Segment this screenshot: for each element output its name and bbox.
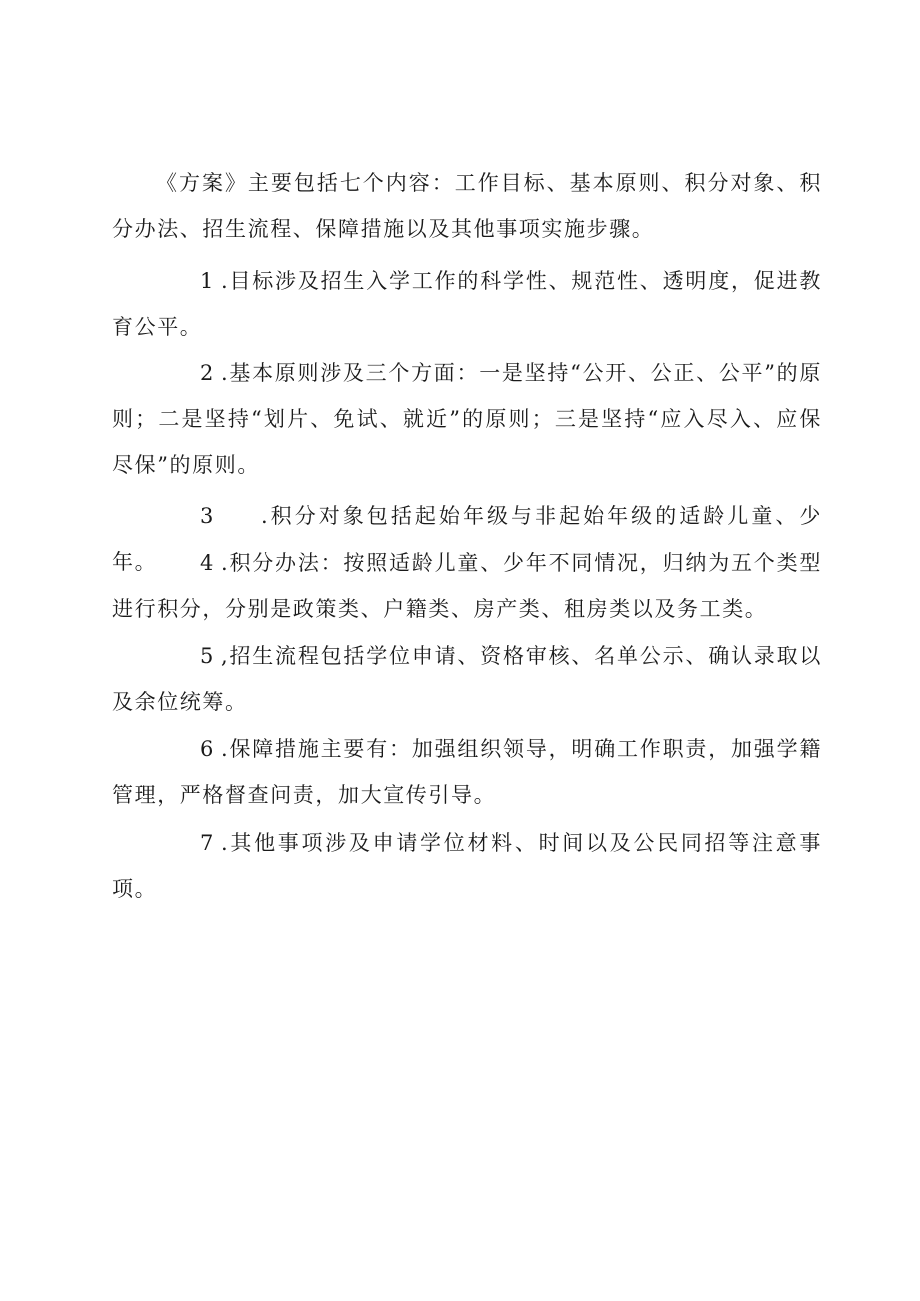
item-number: 3: [200, 504, 215, 528]
item-text: ,招生流程包括学位申请、资格审核、名单公示、确认录取以及余位统筹。: [112, 644, 822, 714]
intro-paragraph: [112, 160, 822, 252]
item-7-paragraph: [112, 820, 822, 912]
item-4-paragraph: [112, 540, 822, 632]
item-number: 6: [200, 737, 215, 761]
item-2-paragraph: [112, 350, 822, 488]
intro-text: 《方案》主要包括七个内容：工作目标、基本原则、积分对象、积分办法、招生流程、保障措施以及其他事项实施步骤。: [112, 171, 822, 241]
item-6-paragraph: [112, 726, 822, 818]
item-text: .其他事项涉及申请学位材料、时间以及公民同招等注意事项。: [112, 831, 822, 901]
item-text: .积分办法：按照适龄儿童、少年不同情况，归纳为五个类型进行积分，分别是政策类、户籍类、房产类、租房类以及务工类。: [112, 551, 822, 621]
item-text: .保障措施主要有：加强组织领导，明确工作职责，加强学籍管理，严格督查问责，加大宣传引导。: [112, 737, 822, 807]
item-number: 4: [200, 551, 215, 575]
item-number: 7: [200, 831, 215, 855]
item-number: 2: [200, 361, 215, 385]
item-text: .基本原则涉及三个方面：一是坚持“公开、公正、公平”的原则；二是坚持“划片、免试、就近”的原则；三是坚持“应入尽入、应保尽保”的原则。: [112, 361, 822, 477]
item-5-paragraph: [112, 633, 822, 725]
item-number: 5: [200, 644, 215, 668]
item-1-paragraph: [112, 258, 822, 350]
item-number: 1: [200, 269, 215, 293]
item-text: .目标涉及招生入学工作的科学性、规范性、透明度，促进教育公平。: [112, 269, 822, 339]
item-text: .积分对象包括起始年级与非起始年级的适龄儿童、少年。: [112, 504, 822, 574]
